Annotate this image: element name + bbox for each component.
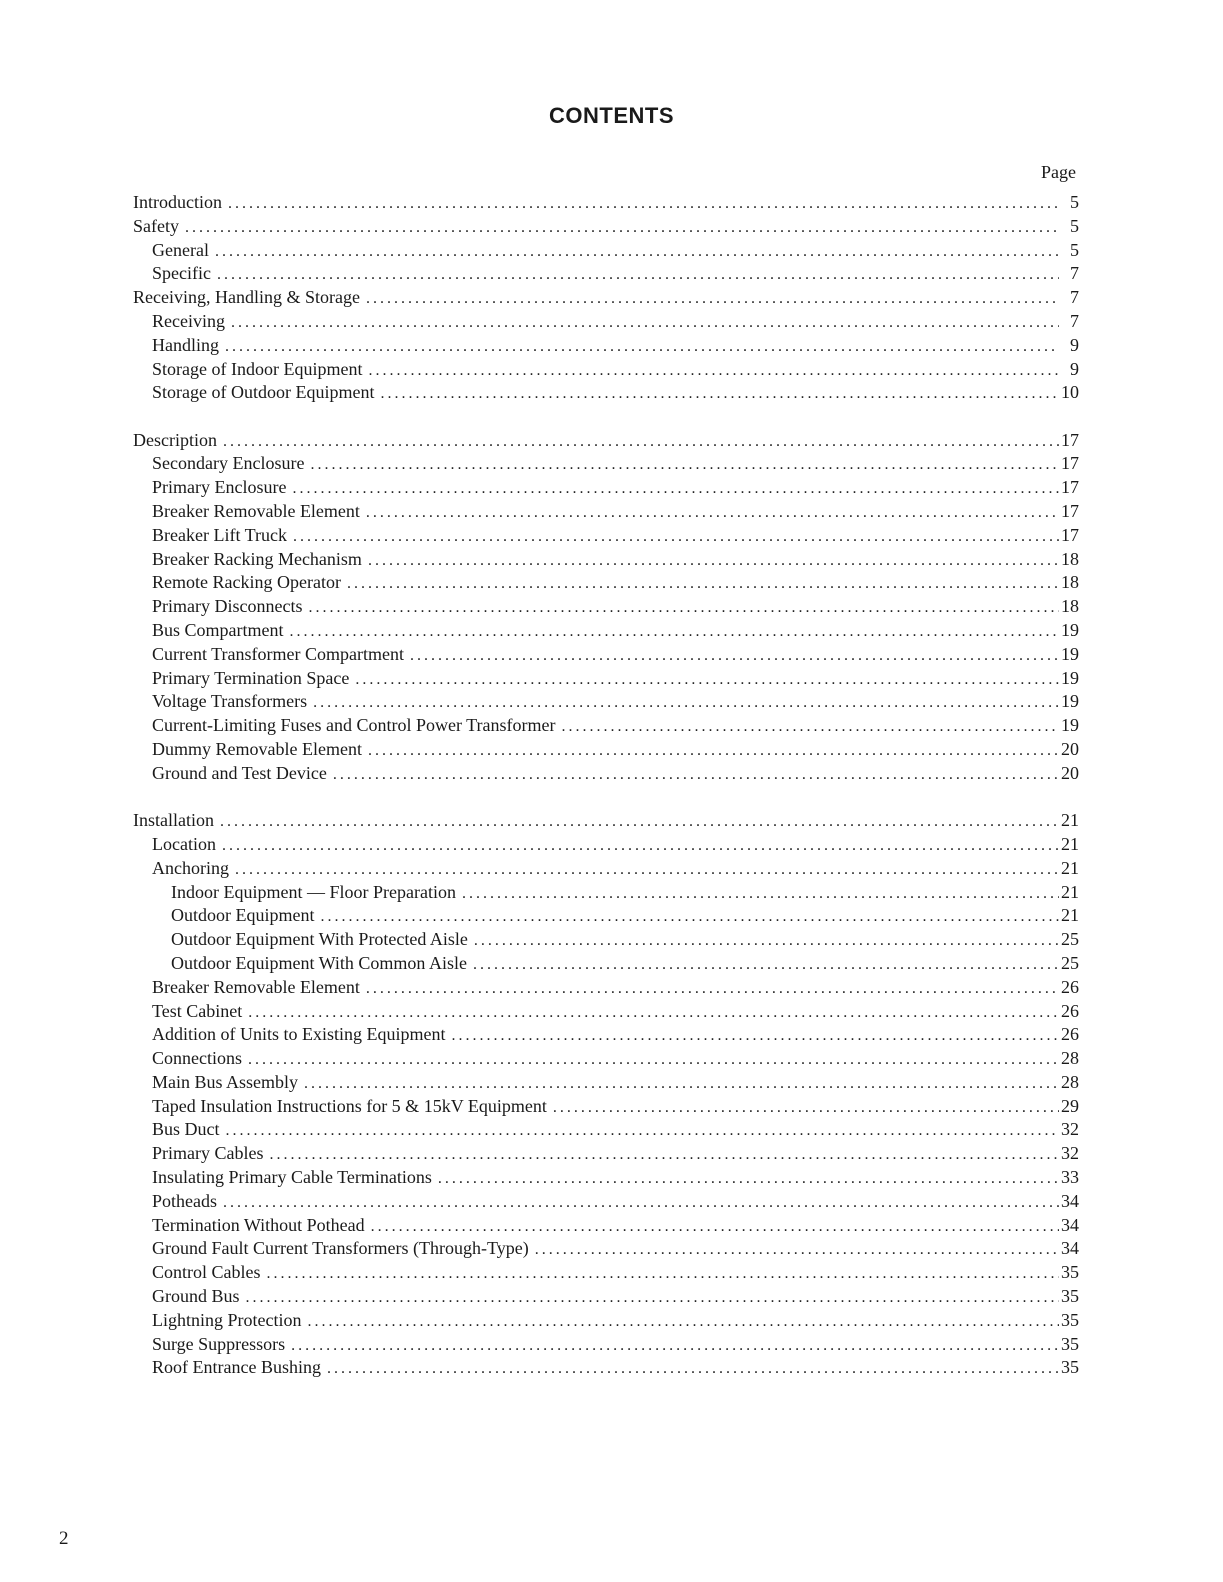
dot-leader [368,359,1059,383]
dot-leader [410,644,1059,668]
toc-entry-title: Introduction [133,192,222,212]
toc-entry-title: Ground Fault Current Transformers (Through-Type) [152,1238,529,1259]
toc-entry [133,1047,1079,1071]
page-number: 2 [59,1528,69,1549]
toc-entry [133,1071,1079,1095]
toc-entry-title: Specific [152,263,211,284]
toc-entry [133,358,1079,382]
toc-entry [133,1333,1079,1357]
dot-leader [462,882,1059,906]
toc-entry-title: Addition of Units to Existing Equipment [152,1024,446,1045]
toc-entry-page: 7 [1070,263,1079,284]
toc-entry-page: 19 [1061,643,1079,664]
toc-entry-page: 5 [1070,215,1079,236]
toc-entry-page: 9 [1070,358,1079,379]
dot-leader [327,1357,1059,1381]
toc-section [133,191,1079,405]
toc-entry [133,191,1079,215]
toc-entry-page: 19 [1061,620,1079,641]
toc-entry [133,904,1079,928]
dot-leader [307,1310,1059,1334]
toc-entry-title: Anchoring [152,857,229,878]
toc-entry-title: Outdoor Equipment With Common Aisle [171,952,467,973]
toc-entry-page: 21 [1061,833,1079,854]
toc-entry-title: Remote Racking Operator [152,572,341,593]
toc-entry-page: 20 [1061,739,1079,760]
toc-entry-page: 10 [1061,382,1079,403]
toc-entry [133,1023,1079,1047]
toc-entry-page: 21 [1061,905,1079,926]
dot-leader [355,668,1059,692]
toc-entry-page: 32 [1061,1143,1079,1164]
toc-entry [133,334,1079,358]
toc-entry-title: Current Transformer Compartment [152,643,404,664]
toc-entry [133,762,1079,786]
toc-entry [133,239,1079,263]
dot-leader [226,1119,1060,1143]
toc-entry-title: Handling [152,334,219,355]
toc-entry-title: Safety [133,215,179,236]
toc-entry-page: 32 [1061,1119,1079,1140]
toc-entry-page: 7 [1070,287,1079,308]
toc-entry-page: 34 [1061,1214,1079,1235]
dot-leader [535,1238,1059,1262]
toc-entry-page: 5 [1070,239,1079,260]
toc-entry [133,1142,1079,1166]
toc-entry-page: 21 [1061,881,1079,902]
toc-entry-title: Potheads [152,1190,217,1211]
toc-entry [133,1261,1079,1285]
dot-leader [228,192,1059,216]
dot-leader [380,382,1059,406]
toc-entry-title: Outdoor Equipment With Protected Aisle [171,929,468,950]
toc-entry-page: 18 [1061,548,1079,569]
toc-entry-title: Breaker Removable Element [152,501,360,522]
dot-leader [235,858,1059,882]
toc-entry-page: 25 [1061,929,1079,950]
dot-leader [368,739,1059,763]
toc-section [133,809,1079,1380]
toc-entry [133,1190,1079,1214]
page-title: CONTENTS [549,103,674,128]
toc-entry-page: 17 [1061,524,1079,545]
dot-leader [368,549,1059,573]
toc-entry [133,690,1079,714]
page-column-label: Page [1041,162,1076,182]
dot-leader [293,525,1059,549]
toc-entry-page: 29 [1061,1095,1079,1116]
toc-entry [133,857,1079,881]
toc-entry [133,476,1079,500]
toc-entry-title: Roof Entrance Bushing [152,1357,321,1378]
dot-leader [366,501,1059,525]
toc-entry-title: Dummy Removable Element [152,739,362,760]
toc-entry [133,524,1079,548]
toc-entry-title: Receiving, Handling & Storage [133,287,360,308]
toc-entry-page: 18 [1061,596,1079,617]
dot-leader [366,287,1059,311]
toc-entry-title: Description [133,429,217,450]
toc-entry [133,1309,1079,1333]
dot-leader [553,1096,1059,1120]
toc-entry [133,310,1079,334]
toc-entry-title: Bus Duct [152,1119,220,1140]
toc-entry-title: Connections [152,1048,242,1069]
toc-entry-page: 34 [1061,1238,1079,1259]
toc-entry [133,286,1079,310]
toc-entry-title: Main Bus Assembly [152,1071,299,1092]
toc-entry [133,928,1079,952]
toc-entry-title: Breaker Lift Truck [152,524,287,545]
toc-entry-title: General [152,239,209,260]
toc-entry-title: Ground Bus [152,1286,240,1307]
dot-leader [220,810,1059,834]
toc-entry-title: Breaker Removable Element [152,976,360,997]
toc-entry-page: 35 [1061,1262,1079,1283]
toc-entry-page: 17 [1061,501,1079,522]
toc-entry-title: Installation [133,810,214,831]
dot-leader [313,691,1059,715]
toc-entry [133,1118,1079,1142]
toc-entry-title: Breaker Racking Mechanism [152,548,362,569]
toc-entry-page: 18 [1061,572,1079,593]
dot-leader [185,216,1059,240]
toc-entry-title: Primary Disconnects [152,596,303,617]
dot-leader [225,335,1059,359]
toc-entry-title: Surge Suppressors [152,1333,286,1354]
toc-entry [133,1285,1079,1309]
dot-leader [333,763,1059,787]
toc-entry-page: 19 [1061,667,1079,688]
toc-entry [133,643,1079,667]
toc-entry [133,429,1079,453]
toc-entry-title: Storage of Indoor Equipment [152,358,363,379]
toc-entry [133,452,1079,476]
table-of-contents [133,191,1079,1380]
toc-entry [133,1166,1079,1190]
dot-leader [347,572,1059,596]
dot-leader [452,1024,1060,1048]
dot-leader [291,1334,1059,1358]
toc-entry-title: Current-Limiting Fuses and Control Power Transformer [152,715,556,736]
dot-leader [267,1262,1060,1286]
dot-leader [438,1167,1059,1191]
dot-leader [223,1191,1059,1215]
dot-leader [371,1215,1059,1239]
dot-leader [217,263,1059,287]
dot-leader [320,905,1059,929]
toc-entry [133,714,1079,738]
toc-entry-page: 17 [1061,453,1079,474]
toc-entry-title: Indoor Equipment — Floor Preparation [171,881,456,902]
toc-entry [133,548,1079,572]
toc-entry-title: Taped Insulation Instructions for 5 & 15kV Equipment [152,1095,547,1116]
toc-entry [133,1214,1079,1238]
toc-entry-page: 35 [1061,1309,1079,1330]
toc-entry-page: 17 [1061,477,1079,498]
toc-entry-page: 35 [1061,1357,1079,1378]
dot-leader [248,1048,1059,1072]
toc-entry-page: 5 [1070,192,1079,212]
toc-entry [133,1356,1079,1380]
toc-entry-title: Voltage Transformers [152,691,308,712]
toc-entry-title: Secondary Enclosure [152,453,305,474]
toc-entry [133,1000,1079,1024]
toc-entry-page: 21 [1061,810,1079,831]
toc-entry-page: 20 [1061,762,1079,783]
toc-entry [133,571,1079,595]
toc-entry-page: 33 [1061,1167,1079,1188]
toc-section [133,429,1079,786]
toc-entry-page: 35 [1061,1286,1079,1307]
toc-entry [133,976,1079,1000]
toc-entry-page: 26 [1061,1000,1079,1021]
toc-entry-title: Outdoor Equipment [171,905,315,926]
toc-entry-page: 28 [1061,1071,1079,1092]
dot-leader [215,240,1059,264]
dot-leader [292,477,1059,501]
toc-entry [133,667,1079,691]
toc-entry-page: 26 [1061,976,1079,997]
toc-entry [133,881,1079,905]
dot-leader [269,1143,1059,1167]
toc-entry-page: 35 [1061,1333,1079,1354]
toc-entry [133,619,1079,643]
toc-entry-title: Test Cabinet [152,1000,243,1021]
toc-entry-page: 17 [1061,429,1079,450]
dot-leader [290,620,1060,644]
toc-entry [133,738,1079,762]
dot-leader [246,1286,1059,1310]
dot-leader [366,977,1059,1001]
dot-leader [222,834,1059,858]
toc-entry-title: Control Cables [152,1262,261,1283]
toc-entry-title: Primary Enclosure [152,477,287,498]
dot-leader [561,715,1059,739]
toc-entry-page: 7 [1070,310,1079,331]
toc-entry [133,1237,1079,1261]
dot-leader [248,1001,1059,1025]
toc-entry-page: 9 [1070,334,1079,355]
toc-entry [133,595,1079,619]
toc-entry [133,500,1079,524]
dot-leader [223,430,1059,454]
toc-entry-title: Storage of Outdoor Equipment [152,382,375,403]
dot-leader [473,953,1059,977]
dot-leader [310,453,1059,477]
toc-entry-title: Lightning Protection [152,1309,302,1330]
toc-entry [133,809,1079,833]
toc-entry-title: Insulating Primary Cable Terminations [152,1167,432,1188]
toc-entry-title: Primary Cables [152,1143,264,1164]
toc-entry [133,381,1079,405]
toc-entry-page: 34 [1061,1190,1079,1211]
toc-entry-page: 19 [1061,691,1079,712]
toc-entry-page: 19 [1061,715,1079,736]
toc-entry [133,952,1079,976]
toc-entry-page: 28 [1061,1048,1079,1069]
toc-entry [133,215,1079,239]
toc-entry-title: Bus Compartment [152,620,284,641]
toc-entry-page: 21 [1061,857,1079,878]
dot-leader [231,311,1059,335]
toc-entry-page: 25 [1061,952,1079,973]
toc-entry-title: Receiving [152,310,225,331]
toc-entry-title: Location [152,833,216,854]
toc-entry-title: Ground and Test Device [152,762,327,783]
toc-entry [133,262,1079,286]
dot-leader [304,1072,1059,1096]
toc-entry-title: Termination Without Pothead [152,1214,365,1235]
toc-entry [133,1095,1079,1119]
toc-entry [133,833,1079,857]
dot-leader [308,596,1059,620]
toc-entry-title: Primary Termination Space [152,667,350,688]
dot-leader [474,929,1059,953]
toc-entry-page: 26 [1061,1024,1079,1045]
